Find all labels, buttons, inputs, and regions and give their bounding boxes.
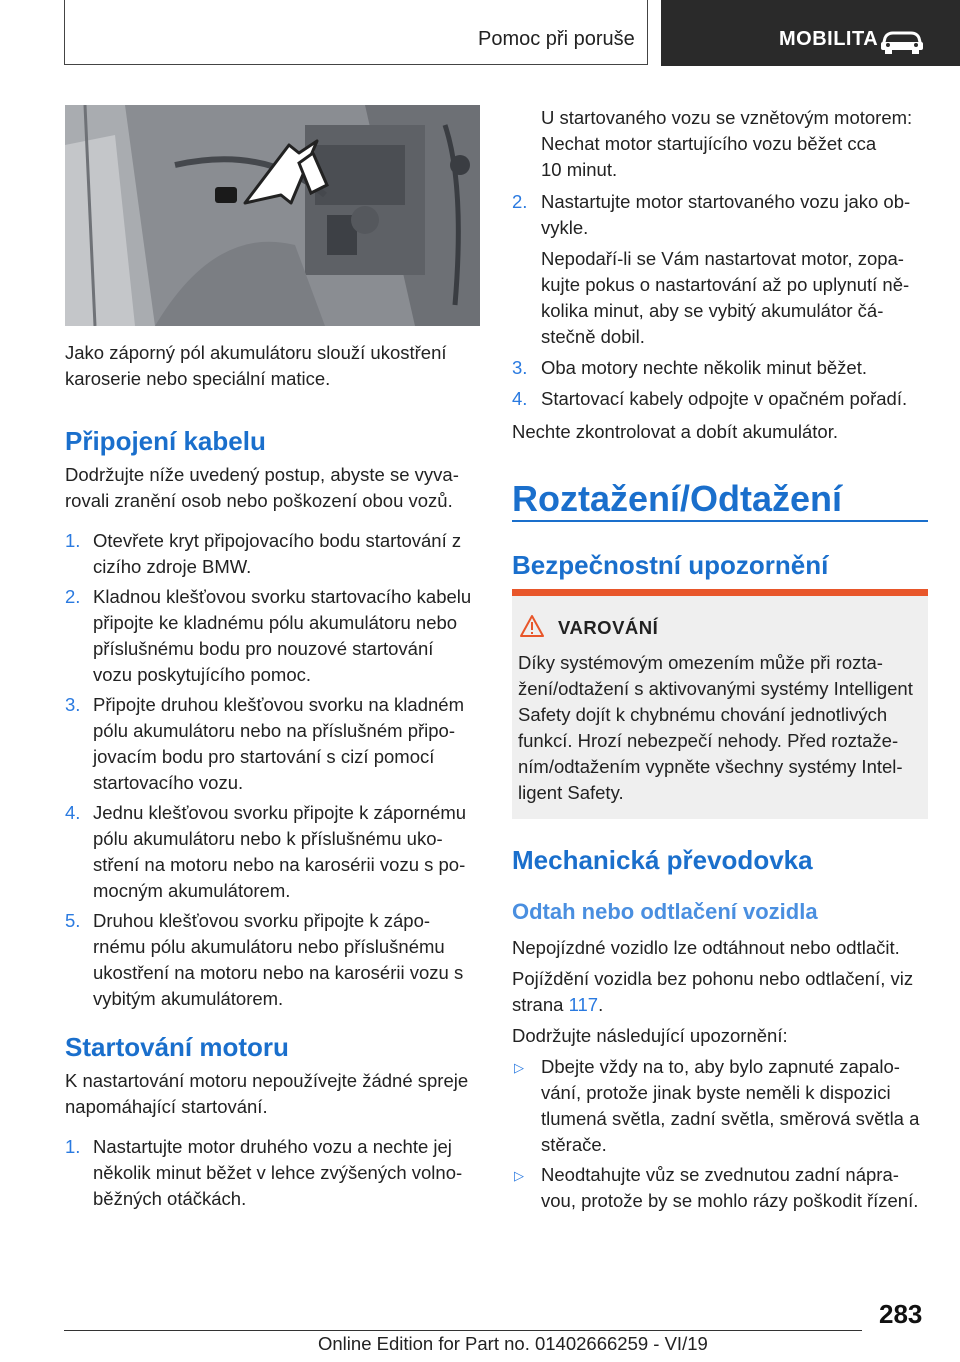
step-number: 4. [512,388,528,409]
step-text: vybitým akumulátorem. [93,988,284,1009]
bullet-triangle-icon: ▷ [514,1168,524,1183]
step-text: Připojte druhou klešťovou svorku na kladném [93,694,464,715]
step-text: startovacího vozu. [93,772,244,793]
tow-text: Nepojízdné vozidlo lze odtáhnout nebo odtlačit. [512,937,900,958]
heading-connect-cable: Připojení kabelu [65,426,266,456]
footer-rule [64,1330,862,1331]
bullet-text: vání, protože jinak byste neměli k dispozici [541,1082,891,1103]
chapter-title: MOBILITA [779,28,879,50]
bullet-text: vou, protože by se mohlo rázy poškodit řízení. [541,1190,919,1211]
step-note: stečně dobil. [541,326,645,347]
bullet-text: Neodtahujte vůz se zvednutou zadní nápra- [541,1164,899,1185]
tow-text: strana [512,994,564,1015]
connect-intro-line-1: Dodržujte níže uvedený postup, abyste se vyva- [65,464,459,485]
photo-caption-line-1: Jako záporný pól akumulátoru slouží ukostření [65,342,447,363]
header-divider-left [64,0,65,64]
start-intro-line-2: napomáhající startování. [65,1096,268,1117]
bullet-text: tlumená světla, zadní světla, směrová světla a [541,1108,920,1129]
step-number: 5. [65,910,81,931]
step-continued-text: Nechat motor startujícího vozu běžet cca [541,133,877,154]
step-note: kolika minut, aby se vybitý akumulátor čá- [541,300,884,321]
step-continued-text: 10 minut. [541,159,618,180]
start-intro-line-1: K nastartování motoru nepoužívejte žádné spreje [65,1070,469,1091]
step-text: Druhou klešťovou svorku připojte k zápo- [93,910,431,931]
step-text: několik minut běžet v lehce zvýšených volno- [93,1162,463,1183]
page-reference-link[interactable]: 117 [568,994,599,1015]
page-number: 283 [879,1299,923,1329]
section-title: Pomoc při poruše [478,28,635,50]
car-icon [879,28,925,54]
heading-towing: Roztažení/Odtažení [512,478,843,519]
warning-text: ligent Safety. [518,782,624,803]
heading-start-engine: Startování motoru [65,1032,289,1062]
bullet-text: stěrače. [541,1134,607,1155]
step-note: kujte pokus o nastartování až po uplynutí ně- [541,274,910,295]
step-text: cizího zdroje BMW. [93,556,252,577]
check-note: Nechte zkontrolovat a dobít akumulátor. [512,421,838,442]
step-text: pólu akumulátoru nebo na příslušném připo- [93,720,455,741]
step-text: Jednu klešťovou svorku připojte k zápornému [93,802,467,823]
step-text: ukostření na motoru nebo na karosérii vozu s [93,962,464,983]
connect-intro-line-2: rovali zranění osob nebo poškození obou vozů. [65,490,453,511]
warning-text: Díky systémovým omezením může při rozta- [518,652,883,673]
heading-safety-notes: Bezpečnostní upozornění [512,550,829,580]
tow-text-ref [512,992,603,1019]
warning-bar [512,589,928,596]
step-number: 2. [512,191,528,212]
header-rule [64,64,648,65]
bullet-triangle-icon: ▷ [514,1060,524,1075]
chapter-tab [661,0,960,66]
step-number: 2. [65,586,81,607]
step-text: pólu akumulátoru nebo k příslušnému uko- [93,828,443,849]
header-divider-right [647,0,648,64]
heading-manual-transmission: Mechanická převodovka [512,845,813,875]
step-text: rnému pólu akumulátoru nebo příslušnému [93,936,445,957]
step-text: mocným akumulátorem. [93,880,291,901]
step-text: Nastartujte motor druhého vozu a nechte jej [93,1136,452,1157]
heading-tow-or-push: Odtah nebo odtlačení vozidla [512,899,818,924]
warning-text: Safety dojít k chybnému chování jednotlivých [518,704,888,725]
photo-caption-line-2: karoserie nebo speciální matice. [65,368,331,389]
step-text: Oba motory nechte několik minut běžet. [541,357,867,378]
step-text: Nastartujte motor startovaného vozu jako ob- [541,191,911,212]
step-number: 1. [65,1136,81,1157]
step-text: Kladnou klešťovou svorku startovacího kabelu [93,586,472,607]
step-text: běžných otáčkách. [93,1188,247,1209]
step-text: vykle. [541,217,589,238]
engine-bay-photo [65,105,480,326]
step-number: 3. [512,357,528,378]
step-text: jovacím bodu pro startování s cizí pomocí [93,746,435,767]
step-text: příslušnému bodu pro nouzové startování [93,638,434,659]
heading-rule [512,520,928,522]
step-text: připojte ke kladnému pólu akumulátoru nebo [93,612,458,633]
warning-text: funkcí. Hrozí nebezpečí nehody. Před roztaže- [518,730,899,751]
warning-text: žení/odtažení s aktivovanými systémy Intelligent [518,678,913,699]
edition-footer: Online Edition for Part no. 01402666259 - VI/19 [318,1333,708,1354]
warning-text: ním/odtažením vypněte všechny systémy Intel- [518,756,903,777]
step-text: stření na motoru nebo na karosérii vozu s po- [93,854,466,875]
tow-text: . [598,994,604,1015]
warning-triangle-icon [519,614,545,638]
step-text: Otevřete kryt připojovacího bodu startování z [93,530,462,551]
step-text: vozu poskytujícího pomoc. [93,664,311,685]
step-number: 3. [65,694,81,715]
engine-bay-illustration [65,105,480,326]
tow-text: Pojíždění vozidla bez pohonu nebo odtlačení, viz [512,968,914,989]
step-continued-text: U startovaného vozu se vznětovým motorem: [541,107,913,128]
bullet-text: Dbejte vždy na to, aby bylo zapnuté zapalo- [541,1056,900,1077]
tow-text: Dodržujte následující upozornění: [512,1025,788,1046]
step-number: 4. [65,802,81,823]
step-number: 1. [65,530,81,551]
warning-title: VAROVÁNÍ [558,617,659,638]
step-text: Startovací kabely odpojte v opačném pořadí. [541,388,908,409]
step-note: Nepodaří-li se Vám nastartovat motor, zopa- [541,248,904,269]
